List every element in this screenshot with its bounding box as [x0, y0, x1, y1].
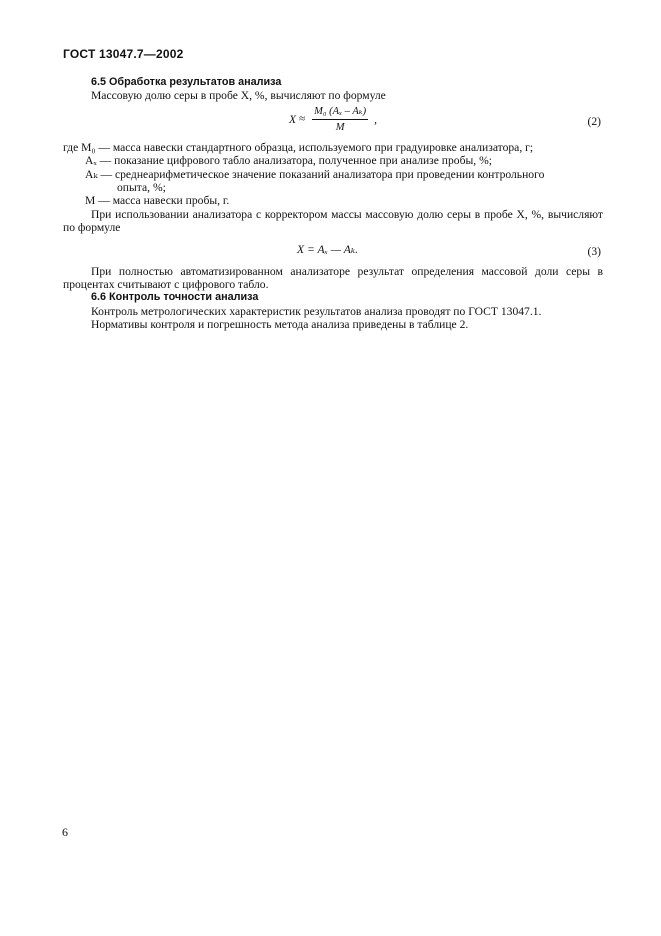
section-6-5-heading: 6.5 Обработка результатов анализа [91, 76, 282, 88]
definition-ax: Aₓ — показание цифрового табло анализатора, полученное при анализе пробы, %; [85, 154, 492, 168]
formula-2-numerator: M₀ (Aₓ – Aₖ) [312, 105, 368, 120]
formula-2-comma: , [374, 113, 378, 127]
definition-m: M — масса навески пробы, г. [85, 194, 230, 208]
section-6-6-line2: Нормативы контроля и погрешность метода анализа приведены в таблице 2. [91, 318, 469, 332]
section-6-5-intro: Массовую долю серы в пробе X, %, вычисляют по формуле [91, 89, 386, 103]
formula-3-row [63, 235, 603, 265]
definition-ak-line1: Aₖ — среднеарифметическое значение показаний анализатора при проведении контрольного [85, 167, 545, 181]
formula-2-row [63, 103, 603, 141]
formula-2-denominator: M [335, 122, 345, 134]
definition-ak-line2: опыта, %; [117, 181, 166, 195]
formula-3 [297, 243, 358, 256]
section-6-6-line1: Контроль метрологических характеристик результатов анализа проводят по ГОСТ 13047.1. [91, 304, 542, 318]
formula-2-fraction [312, 105, 368, 135]
formula-2-definitions [63, 141, 603, 208]
document-body [63, 76, 603, 332]
formula-3-number: (3) [587, 244, 601, 258]
definition-m0: где M₀ — масса навески стандартного образца, используемого при градуировке анализатора, г; [63, 140, 534, 154]
formula-2-number: (2) [587, 114, 601, 128]
document-header: ГОСТ 13047.7—2002 [63, 47, 184, 61]
automated-paragraph: При полностью автоматизированном анализаторе результат определения массовой доли серы в процентах считывают с цифрового табло. [63, 264, 603, 292]
formula-2-relation: ≈ [299, 113, 306, 126]
formula-2-lhs: X [289, 113, 297, 127]
formula-3-expression: X = Aₓ — Aₖ. [297, 242, 358, 256]
corrector-paragraph: При использовании анализатора с корректором массы массовую долю серы в пробе X, %, вычисляют по формуле [63, 207, 603, 235]
page-number: 6 [62, 825, 68, 839]
section-6-6-heading: 6.6 Контроль точности анализа [91, 291, 259, 304]
formula-2 [289, 105, 377, 135]
